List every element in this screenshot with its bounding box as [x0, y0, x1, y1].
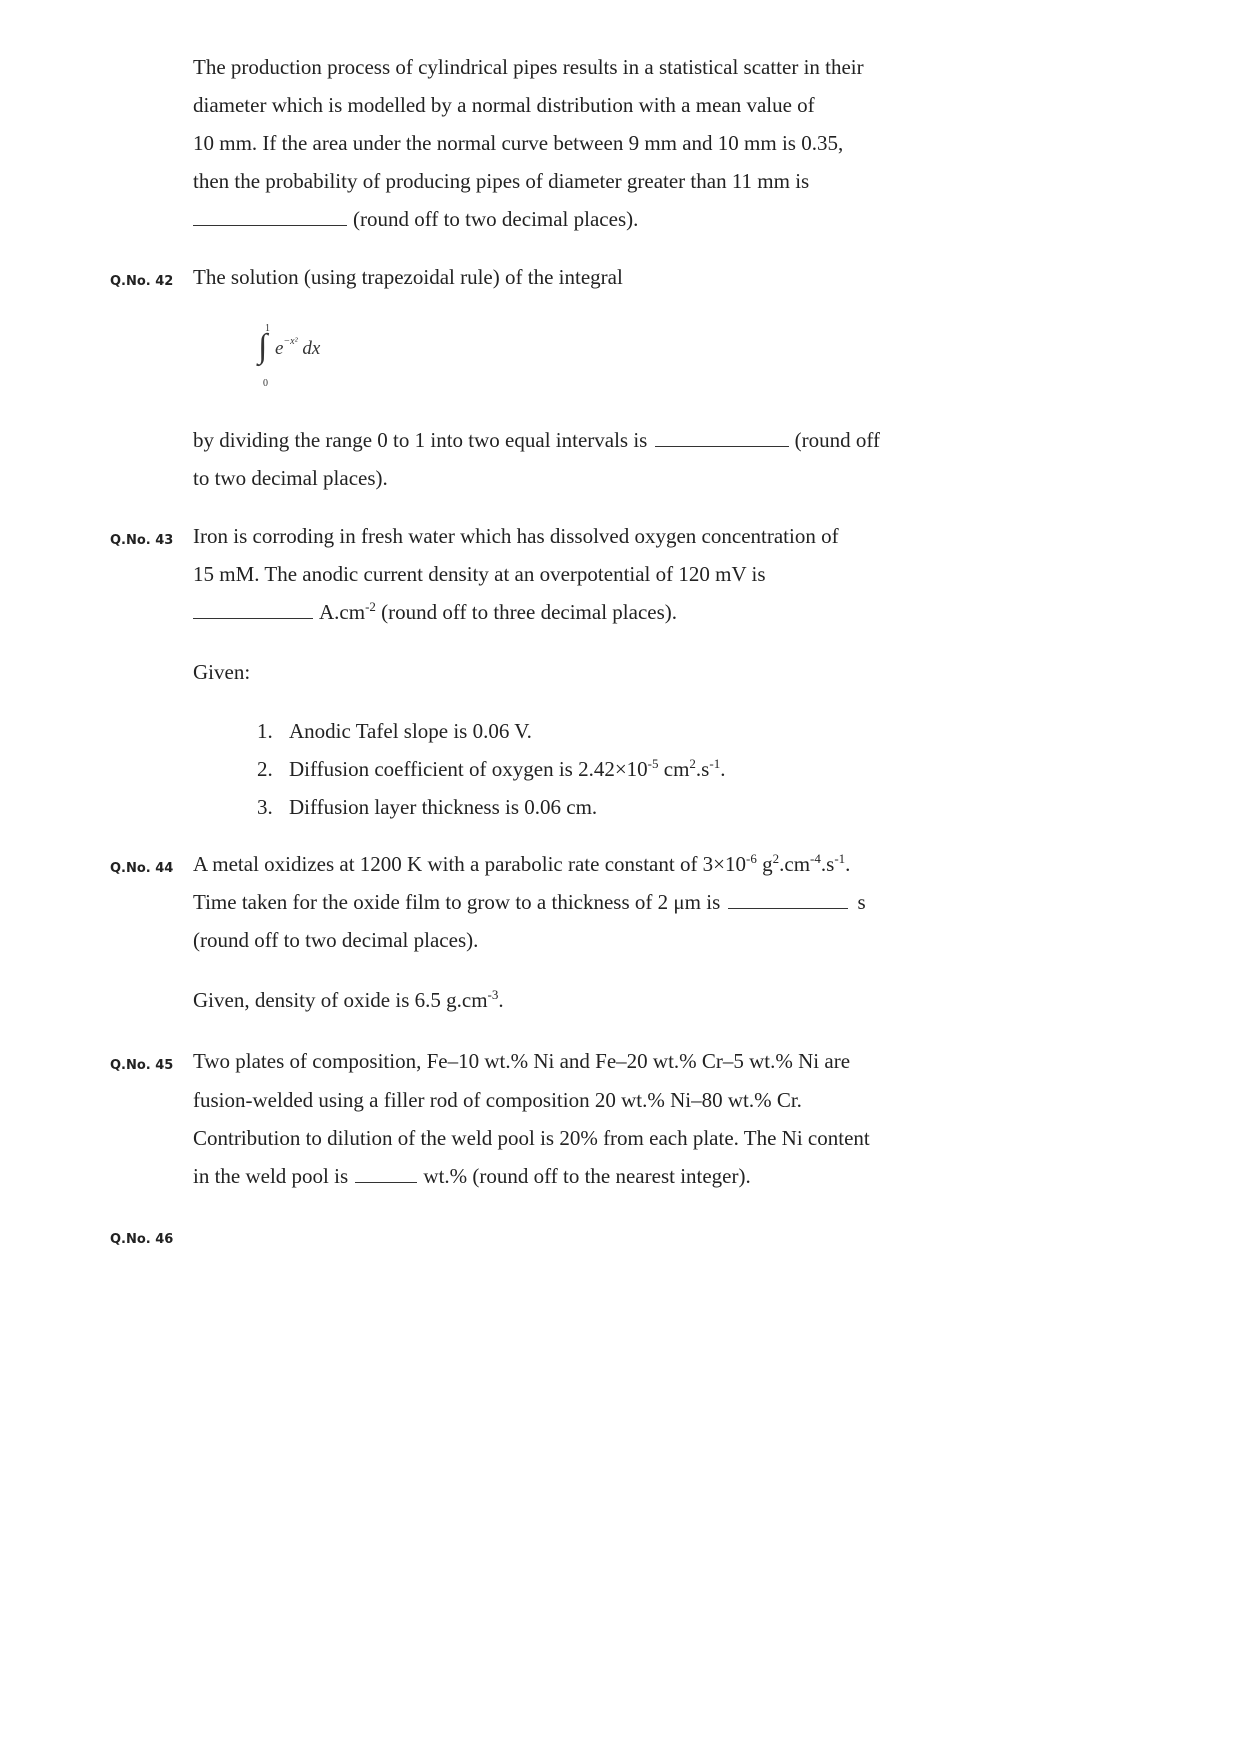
integral-lower-limit: 0	[263, 378, 268, 389]
q43-line-2: 15 mM. The anodic current density at an overpotential of 120 mV is	[193, 562, 766, 586]
q45-line-4: in the weld pool is wt.% (round off to the nearest integer).	[193, 1164, 751, 1188]
answer-blank[interactable]	[355, 1181, 417, 1183]
question-number-42: Q.No. 42	[110, 274, 174, 289]
q44-line-3: (round off to two decimal places).	[193, 928, 479, 952]
q41-line-4: then the probability of producing pipes of diameter greater than 11 mm is	[193, 169, 810, 193]
integral-upper-limit: 1	[265, 323, 270, 334]
q41-line-2: diameter which is modelled by a normal distribution with a mean value of	[193, 93, 815, 117]
q43-given-item-3: 3. Diffusion layer thickness is 0.06 cm.	[257, 795, 598, 819]
q45-line-2: fusion-welded using a filler rod of composition 20 wt.% Ni–80 wt.% Cr.	[193, 1088, 802, 1112]
q43-given-label: Given:	[193, 660, 251, 684]
question-number-43: Q.No. 43	[110, 533, 174, 548]
q42-line-1: by dividing the range 0 to 1 into two equal intervals is (round off	[193, 428, 880, 452]
integrand-exponent: −x²	[283, 336, 298, 347]
question-number-46: Q.No. 46	[110, 1232, 174, 1247]
q42-line-2: to two decimal places).	[193, 466, 388, 490]
q44-line-2: Time taken for the oxide film to grow to a thickness of 2 μm is s	[193, 890, 866, 914]
q41-tail: (round off to two decimal places).	[353, 207, 639, 231]
q45-line-3: Contribution to dilution of the weld pool is 20% from each plate. The Ni content	[193, 1126, 870, 1150]
answer-blank[interactable]	[728, 907, 848, 909]
q42-intro: The solution (using trapezoidal rule) of the integral	[193, 265, 623, 289]
q41-line-3: 10 mm. If the area under the normal curve between 9 mm and 10 mm is 0.35,	[193, 131, 844, 155]
q43-given-item-2: 2. Diffusion coefficient of oxygen is $2.42\times 10^{-5}$ $cm^2.s^{-1}$.	[257, 756, 726, 781]
question-number-45: Q.No. 45	[110, 1058, 174, 1073]
q43-line-3: $A.cm^{-2}$ (round off to three decimal places).	[193, 600, 677, 625]
question-number-44: Q.No. 44	[110, 861, 174, 876]
q44-line-1: A metal oxidizes at 1200 K with a parabolic rate constant of $3\times 10^{-6}$ $g^2.cm^{-4}.s^{-1}$.	[193, 851, 851, 876]
answer-blank[interactable]	[193, 617, 313, 619]
q43-given-item-1: 1. Anodic Tafel slope is 0.06 V.	[257, 719, 532, 743]
q43-line-1: Iron is corroding in fresh water which has dissolved oxygen concentration of	[193, 524, 839, 548]
integral-differential: dx	[302, 338, 321, 359]
q45-line-1: Two plates of composition, Fe–10 wt.% Ni and Fe–20 wt.% Cr–5 wt.% Ni are	[193, 1049, 851, 1073]
answer-blank[interactable]	[193, 224, 347, 226]
integral-sign: ∫	[258, 328, 268, 365]
q41-line-1: The production process of cylindrical pipes results in a statistical scatter in their	[193, 55, 864, 79]
q44-given: Given, density of oxide is 6.5 $g.cm^{-3}$.	[193, 987, 504, 1012]
answer-blank[interactable]	[655, 445, 789, 447]
integrand: $e^{-x^2}$ dx	[275, 336, 321, 359]
q41-answer-line	[193, 207, 638, 232]
